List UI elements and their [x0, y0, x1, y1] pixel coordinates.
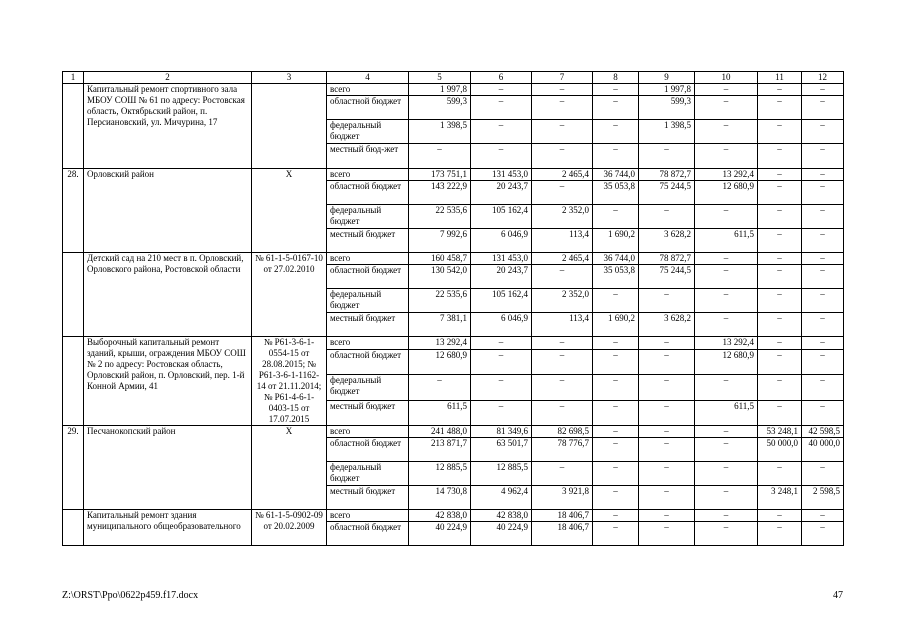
amount-cell: 12 680,9	[695, 181, 758, 205]
amount-cell: 53 248,1	[758, 426, 802, 438]
amount-cell: –	[593, 400, 639, 425]
amount-cell: –	[802, 375, 844, 400]
amount-cell: –	[802, 205, 844, 229]
amount-cell: 1 398,5	[409, 120, 471, 144]
funding-source: областной бюджет	[327, 349, 409, 374]
amount-cell: –	[758, 265, 802, 289]
table-row	[63, 169, 844, 181]
item-number	[63, 84, 84, 169]
amount-cell: 599,3	[409, 96, 471, 120]
column-number: 2	[84, 72, 252, 84]
amount-cell: –	[639, 522, 695, 546]
amount-cell: 173 751,1	[409, 169, 471, 181]
amount-cell: –	[695, 96, 758, 120]
table-row	[63, 510, 844, 522]
amount-cell: 35 053,8	[593, 265, 639, 289]
amount-cell: –	[639, 438, 695, 462]
document-ref: № Р61-3-6-1-0554-15 от 28.08.2015; № Р61-3-6-1-1162-14 от 21.11.2014; № Р61-4-6-1-0403-15 от 17.07.2015	[252, 337, 327, 426]
funding-source: областной бюджет	[327, 522, 409, 546]
amount-cell: –	[695, 84, 758, 96]
column-number: 9	[639, 72, 695, 84]
amount-cell: –	[758, 120, 802, 144]
amount-cell: 50 000,0	[758, 438, 802, 462]
amount-cell: –	[758, 313, 802, 337]
funding-source: местный бюджет	[327, 400, 409, 425]
amount-cell: –	[695, 522, 758, 546]
amount-cell: –	[695, 462, 758, 486]
object-name: Песчанокопский район	[84, 426, 252, 510]
amount-cell: –	[758, 229, 802, 253]
document-ref: X	[252, 169, 327, 253]
budget-table	[62, 71, 844, 546]
amount-cell: –	[639, 400, 695, 425]
amount-cell: –	[593, 144, 639, 169]
amount-cell: 113,4	[532, 313, 593, 337]
amount-cell: –	[532, 375, 593, 400]
amount-cell: 2 352,0	[532, 289, 593, 313]
amount-cell: 611,5	[695, 400, 758, 425]
amount-cell: 3 628,2	[639, 229, 695, 253]
amount-cell: –	[532, 400, 593, 425]
amount-cell: 22 535,6	[409, 205, 471, 229]
amount-cell: –	[639, 144, 695, 169]
funding-source: местный бюджет	[327, 313, 409, 337]
amount-cell: –	[639, 426, 695, 438]
funding-source: областной бюджет	[327, 265, 409, 289]
amount-cell: 13 292,4	[695, 337, 758, 350]
amount-cell: 42 598,5	[802, 426, 844, 438]
object-name: Выборочный капитальный ремонт зданий, крыши, ограждения МБОУ СОШ № 2 по адресу: Ростовская область, Орловский район, п. Орловский, пер. 1-й Конной Армии, 41	[84, 337, 252, 426]
amount-cell: –	[802, 181, 844, 205]
funding-source: федеральный бюджет	[327, 375, 409, 400]
column-number: 1	[63, 72, 84, 84]
amount-cell: 78 776,7	[532, 438, 593, 462]
amount-cell: –	[532, 144, 593, 169]
file-path: Z:\ORST\Ppo\0622p459.f17.docx	[62, 590, 199, 601]
amount-cell: 113,4	[532, 229, 593, 253]
funding-source: федеральный бюджет	[327, 205, 409, 229]
amount-cell: 13 292,4	[409, 337, 471, 350]
amount-cell: 6 046,9	[471, 313, 532, 337]
amount-cell: –	[593, 462, 639, 486]
amount-cell: –	[695, 144, 758, 169]
column-number: 6	[471, 72, 532, 84]
amount-cell: –	[802, 253, 844, 265]
amount-cell: 2 598,5	[802, 486, 844, 510]
amount-cell: 131 453,0	[471, 253, 532, 265]
amount-cell: –	[532, 265, 593, 289]
document-ref: № 61-1-5-0902-09 от 20.02.2009	[252, 510, 327, 546]
amount-cell: 18 406,7	[532, 510, 593, 522]
amount-cell: 40 000,0	[802, 438, 844, 462]
amount-cell: –	[639, 462, 695, 486]
amount-cell: –	[758, 375, 802, 400]
funding-source: всего	[327, 84, 409, 96]
amount-cell: –	[695, 253, 758, 265]
document-ref: № 61-1-5-0167-10 от 27.02.2010	[252, 253, 327, 337]
amount-cell: –	[409, 375, 471, 400]
amount-cell: 75 244,5	[639, 265, 695, 289]
amount-cell: –	[593, 522, 639, 546]
amount-cell: –	[695, 486, 758, 510]
amount-cell: –	[758, 462, 802, 486]
amount-cell: 36 744,0	[593, 253, 639, 265]
amount-cell: –	[593, 337, 639, 350]
amount-cell: 611,5	[409, 400, 471, 425]
amount-cell: –	[471, 84, 532, 96]
amount-cell: 14 730,8	[409, 486, 471, 510]
column-number: 5	[409, 72, 471, 84]
amount-cell: –	[695, 375, 758, 400]
funding-source: всего	[327, 169, 409, 181]
amount-cell: 3 921,8	[532, 486, 593, 510]
amount-cell: –	[593, 375, 639, 400]
header-row	[63, 72, 844, 84]
amount-cell: –	[593, 84, 639, 96]
amount-cell: –	[593, 289, 639, 313]
amount-cell: 1 997,8	[639, 84, 695, 96]
amount-cell: –	[593, 426, 639, 438]
amount-cell: 1 690,2	[593, 229, 639, 253]
amount-cell: –	[593, 486, 639, 510]
amount-cell: 78 872,7	[639, 169, 695, 181]
amount-cell: –	[802, 144, 844, 169]
amount-cell: 20 243,7	[471, 181, 532, 205]
amount-cell: 20 243,7	[471, 265, 532, 289]
amount-cell: –	[758, 349, 802, 374]
amount-cell: –	[802, 462, 844, 486]
amount-cell: –	[639, 349, 695, 374]
amount-cell: –	[593, 510, 639, 522]
amount-cell: –	[409, 144, 471, 169]
funding-source: областной бюджет	[327, 96, 409, 120]
amount-cell: 42 838,0	[471, 510, 532, 522]
column-number: 10	[695, 72, 758, 84]
amount-cell: –	[639, 337, 695, 350]
amount-cell: –	[639, 510, 695, 522]
amount-cell: 12 680,9	[409, 349, 471, 374]
amount-cell: –	[802, 400, 844, 425]
funding-source: областной бюджет	[327, 181, 409, 205]
amount-cell: 81 349,6	[471, 426, 532, 438]
amount-cell: 22 535,6	[409, 289, 471, 313]
amount-cell: 1 997,8	[409, 84, 471, 96]
column-number: 7	[532, 72, 593, 84]
page-number: 47	[833, 590, 843, 601]
amount-cell: 131 453,0	[471, 169, 532, 181]
amount-cell: –	[471, 400, 532, 425]
table-row	[63, 337, 844, 350]
amount-cell: –	[758, 289, 802, 313]
funding-source: федеральный бюджет	[327, 289, 409, 313]
amount-cell: –	[802, 169, 844, 181]
column-number: 12	[802, 72, 844, 84]
amount-cell: –	[758, 84, 802, 96]
amount-cell: –	[802, 349, 844, 374]
amount-cell: –	[802, 84, 844, 96]
funding-source: областной бюджет	[327, 438, 409, 462]
amount-cell: –	[802, 120, 844, 144]
amount-cell: –	[471, 144, 532, 169]
amount-cell: –	[471, 96, 532, 120]
amount-cell: –	[532, 84, 593, 96]
amount-cell: –	[758, 510, 802, 522]
amount-cell: –	[639, 486, 695, 510]
amount-cell: 3 248,1	[758, 486, 802, 510]
document-ref	[252, 84, 327, 169]
funding-source: всего	[327, 426, 409, 438]
amount-cell: 241 488,0	[409, 426, 471, 438]
amount-cell: 36 744,0	[593, 169, 639, 181]
amount-cell: 105 162,4	[471, 289, 532, 313]
item-number: 28.	[63, 169, 84, 253]
object-name: Детский сад на 210 мест в п. Орловский, Орловского района, Ростовской области	[84, 253, 252, 337]
amount-cell: –	[593, 349, 639, 374]
funding-source: федеральный бюджет	[327, 120, 409, 144]
column-number: 8	[593, 72, 639, 84]
table-row	[63, 426, 844, 438]
amount-cell: –	[802, 229, 844, 253]
column-number: 11	[758, 72, 802, 84]
amount-cell: –	[695, 120, 758, 144]
amount-cell: –	[758, 169, 802, 181]
amount-cell: 12 885,5	[471, 462, 532, 486]
object-name: Орловский район	[84, 169, 252, 253]
amount-cell: 2 465,4	[532, 169, 593, 181]
amount-cell: –	[639, 289, 695, 313]
amount-cell: –	[758, 205, 802, 229]
amount-cell: –	[593, 120, 639, 144]
amount-cell: –	[532, 337, 593, 350]
column-number: 3	[252, 72, 327, 84]
amount-cell: –	[471, 375, 532, 400]
amount-cell: –	[532, 462, 593, 486]
item-number: 29.	[63, 426, 84, 510]
amount-cell: –	[471, 337, 532, 350]
funding-source: всего	[327, 510, 409, 522]
amount-cell: 599,3	[639, 96, 695, 120]
amount-cell: –	[802, 289, 844, 313]
amount-cell: 143 222,9	[409, 181, 471, 205]
amount-cell: –	[758, 337, 802, 350]
amount-cell: –	[593, 438, 639, 462]
object-name: Капитальный ремонт здания муниципального общеобразовательного	[84, 510, 252, 546]
amount-cell: 105 162,4	[471, 205, 532, 229]
object-name: Капитальный ремонт спортивного зала МБОУ СОШ № 61 по адресу: Ростовская область, Октябрьский район, п. Персиановский, ул. Мичурина, 17	[84, 84, 252, 169]
amount-cell: –	[695, 438, 758, 462]
amount-cell: 12 680,9	[695, 349, 758, 374]
amount-cell: 63 501,7	[471, 438, 532, 462]
amount-cell: –	[802, 510, 844, 522]
amount-cell: –	[802, 337, 844, 350]
amount-cell: –	[639, 205, 695, 229]
amount-cell: –	[639, 375, 695, 400]
amount-cell: –	[532, 349, 593, 374]
funding-source: местный бюджет	[327, 486, 409, 510]
amount-cell: 160 458,7	[409, 253, 471, 265]
amount-cell: 130 542,0	[409, 265, 471, 289]
amount-cell: –	[471, 349, 532, 374]
amount-cell: 78 872,7	[639, 253, 695, 265]
amount-cell: 1 398,5	[639, 120, 695, 144]
amount-cell: –	[532, 120, 593, 144]
amount-cell: –	[758, 144, 802, 169]
funding-source: всего	[327, 253, 409, 265]
amount-cell: –	[758, 253, 802, 265]
item-number	[63, 253, 84, 337]
amount-cell: 3 628,2	[639, 313, 695, 337]
amount-cell: –	[471, 120, 532, 144]
amount-cell: –	[593, 205, 639, 229]
amount-cell: –	[758, 96, 802, 120]
amount-cell: –	[802, 96, 844, 120]
amount-cell: –	[695, 265, 758, 289]
amount-cell: –	[695, 510, 758, 522]
amount-cell: 7 381,1	[409, 313, 471, 337]
amount-cell: –	[532, 181, 593, 205]
amount-cell: 2 352,0	[532, 205, 593, 229]
amount-cell: 4 962,4	[471, 486, 532, 510]
amount-cell: –	[695, 313, 758, 337]
amount-cell: –	[802, 313, 844, 337]
amount-cell: 6 046,9	[471, 229, 532, 253]
amount-cell: –	[758, 522, 802, 546]
amount-cell: –	[802, 522, 844, 546]
amount-cell: –	[695, 289, 758, 313]
amount-cell: 82 698,5	[532, 426, 593, 438]
amount-cell: –	[758, 400, 802, 425]
amount-cell: 13 292,4	[695, 169, 758, 181]
amount-cell: 7 992,6	[409, 229, 471, 253]
column-number: 4	[327, 72, 409, 84]
funding-source: федеральный бюджет	[327, 462, 409, 486]
amount-cell: 40 224,9	[471, 522, 532, 546]
amount-cell: 12 885,5	[409, 462, 471, 486]
amount-cell: –	[802, 265, 844, 289]
amount-cell: 1 690,2	[593, 313, 639, 337]
amount-cell: 611,5	[695, 229, 758, 253]
amount-cell: 35 053,8	[593, 181, 639, 205]
amount-cell: –	[695, 426, 758, 438]
amount-cell: –	[758, 181, 802, 205]
amount-cell: –	[593, 96, 639, 120]
amount-cell: 75 244,5	[639, 181, 695, 205]
funding-source: местный бюд-жет	[327, 144, 409, 169]
amount-cell: –	[695, 205, 758, 229]
funding-source: всего	[327, 337, 409, 350]
table-row	[63, 84, 844, 96]
amount-cell: 42 838,0	[409, 510, 471, 522]
amount-cell: –	[532, 96, 593, 120]
amount-cell: 213 871,7	[409, 438, 471, 462]
funding-source: местный бюджет	[327, 229, 409, 253]
table-row	[63, 253, 844, 265]
amount-cell: 40 224,9	[409, 522, 471, 546]
amount-cell: 2 465,4	[532, 253, 593, 265]
document-ref: X	[252, 426, 327, 510]
item-number	[63, 337, 84, 426]
item-number	[63, 510, 84, 546]
amount-cell: 18 406,7	[532, 522, 593, 546]
